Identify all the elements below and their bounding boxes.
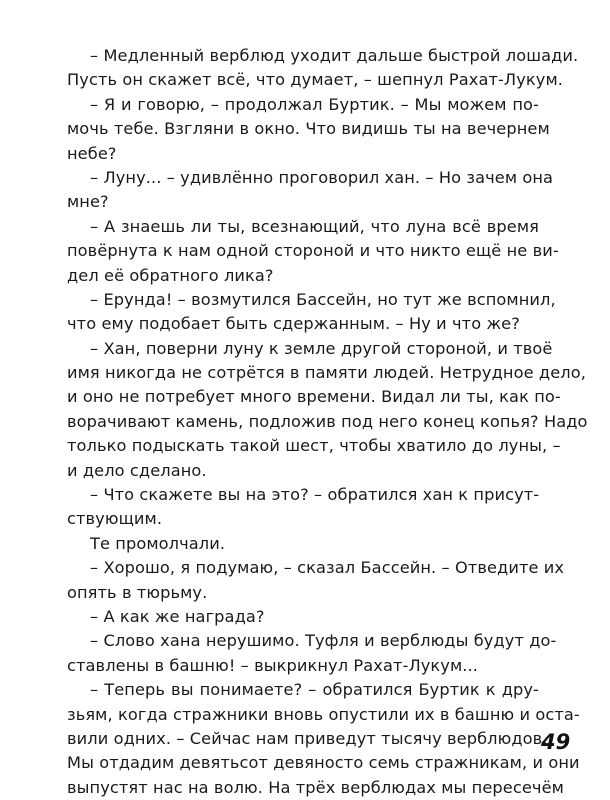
text-line: ствующим. [67, 509, 163, 529]
text-line: дел её обратного лика? [67, 265, 274, 285]
page-number: 49 [541, 730, 571, 754]
text-line: – А как же награда? [90, 606, 265, 626]
text-line: имя никогда не сотрётся в памяти людей. Нетрудное дело, [67, 363, 586, 383]
text-line: – Что скажете вы на это? – обратился хан к присут- [90, 485, 540, 505]
text-line: Те промолчали. [90, 533, 226, 553]
text-line: ставлены в башню! – выкрикнул Рахат-Лукум... [67, 655, 479, 675]
text-line: – Ерунда! – возмутился Бассейн, но тут же вспомнил, [90, 289, 556, 309]
text-line: Пусть он скажет всё, что думает, – шепнул Рахат-Лукум. [67, 70, 563, 90]
text-line: и дело сделано. [67, 460, 207, 480]
text-line: опять в тюрьму. [67, 582, 208, 602]
text-line: мочь тебе. Взгляни в окно. Что видишь ты на вечернем [67, 119, 550, 139]
text-line: – Медленный верблюд уходит дальше быстрой лошади. [90, 46, 579, 65]
text-line: только подыскать такой шест, чтобы хватило до луны, – [67, 436, 561, 456]
text-line: мне? [67, 192, 109, 212]
text-line: Мы отдадим девятьсот девяносто семь стражникам, и они [67, 753, 580, 773]
text-line: – Слово хана нерушимо. Туфля и верблюды будут до- [90, 631, 557, 651]
text-line: – Я и говорю, – продолжал Буртик. – Мы можем по- [90, 94, 539, 114]
text-line: – Хан, поверни луну к земле другой стороной, и твоё [90, 338, 553, 358]
text-line: – Теперь вы понимаете? – обратился Буртик к дру- [90, 680, 539, 700]
text-line: повёрнута к нам одной стороной и что никто ещё не ви- [67, 241, 559, 261]
text-line: что ему подобает быть сдержанным. – Ну и что же? [67, 314, 520, 334]
text-line: – Хорошо, я подумаю, – сказал Бассейн. – Отведите их [90, 558, 565, 578]
text-line: небе? [67, 143, 117, 163]
text-line: – А знаешь ли ты, всезнающий, что луна всё время [90, 216, 539, 236]
text-line: выпустят нас на волю. На трёх верблюдах мы пересечём [67, 777, 564, 797]
text-line: вили одних. – Сейчас нам приведут тысячу верблюдов. [67, 728, 548, 748]
text-line: и оно не потребует много времени. Видал ли ты, как по- [67, 387, 561, 407]
text-line: зьям, когда стражники вновь опустили их в башню и оста- [67, 704, 580, 724]
text-line: ворачивают камень, подложив под него конец копья? Надо [67, 411, 588, 431]
text-line: – Луну... – удивлённо проговорил хан. – Но зачем она [90, 167, 554, 187]
